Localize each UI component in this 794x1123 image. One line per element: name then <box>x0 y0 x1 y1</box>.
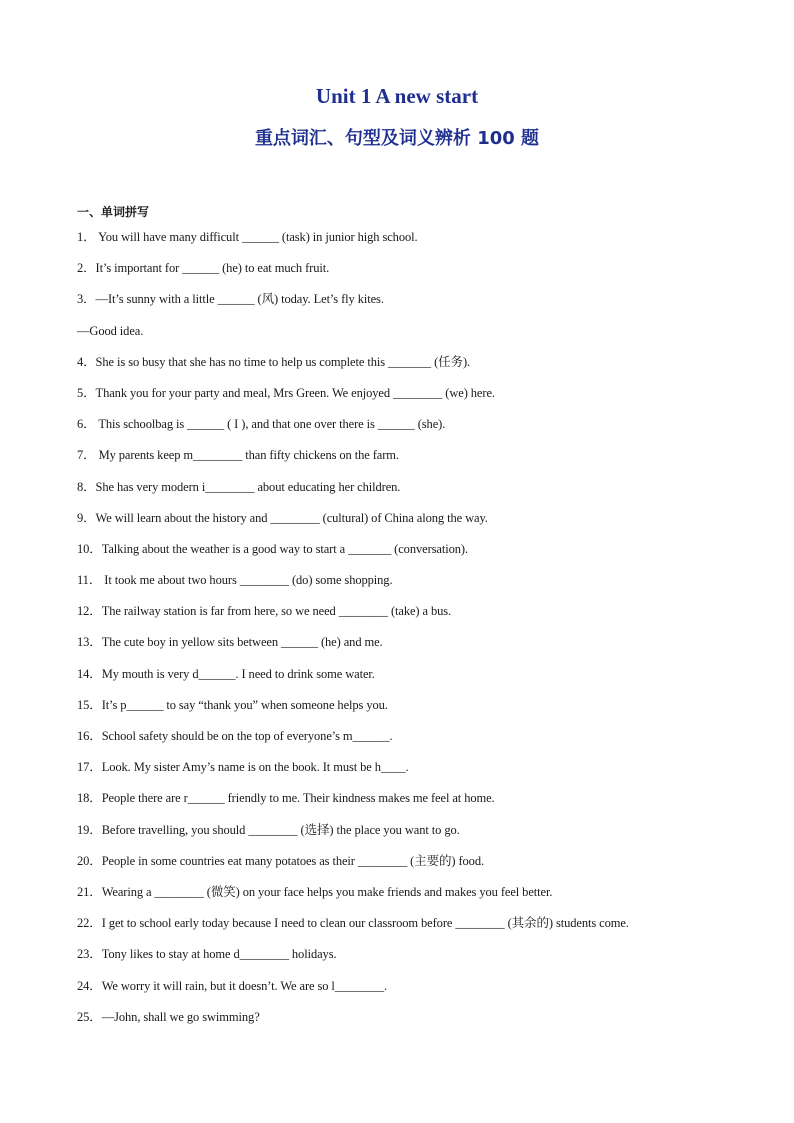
question-item: 15．It’s p______ to say “thank you” when someone helps you. <box>77 697 388 712</box>
question-item: 13．The cute boy in yellow sits between ______ (he) and me. <box>77 635 383 650</box>
question-item: 17．Look. My sister Amy’s name is on the book. It must be h____. <box>77 760 409 775</box>
question-item: 10．Talking about the weather is a good way to start a _______ (conversation). <box>77 541 468 556</box>
question-item: —Good idea. <box>77 323 144 338</box>
question-item: 8．She has very modern i________ about educating her children. <box>77 479 401 494</box>
question-item: 4．She is so busy that she has no time to help us complete this _______ (任务). <box>77 354 471 369</box>
question-item: 2．It’s important for ______ (he) to eat much fruit. <box>77 261 330 276</box>
question-item: 3．—It’s sunny with a little ______ (风) today. Let’s fly kites. <box>77 292 384 307</box>
question-item: 19．Before travelling, you should ________ (选择) the place you want to go. <box>77 822 460 837</box>
question-list <box>77 228 757 1039</box>
question-item: 24．We worry it will rain, but it doesn’t. We are so l________. <box>77 978 388 993</box>
question-item: 16．School safety should be on the top of everyone’s m______. <box>77 729 393 743</box>
question-item: 22．I get to school early today because I need to clean our classroom before ________ (其余的) students come. <box>77 916 629 931</box>
question-item: 21．Wearing a ________ (微笑) on your face helps you make friends and makes you feel better. <box>77 884 553 899</box>
question-item: 1． You will have many difficult ______ (task) in junior high school. <box>77 230 418 244</box>
document-title: Unit 1 A new start <box>315 84 479 108</box>
question-item: 25．—John, shall we go swimming? <box>77 1009 260 1024</box>
question-item: 6． This schoolbag is ______ ( I ), and that one over there is ______ (she). <box>77 417 446 432</box>
section-heading: 一、单词拼写 <box>77 205 150 219</box>
question-item: 20．People in some countries eat many potatoes as their ________ (主要的) food. <box>77 853 485 868</box>
document-subtitle: 重点词汇、句型及词义辨析 100 题 <box>254 128 540 149</box>
question-item: 23．Tony likes to stay at home d________ holidays. <box>77 947 337 962</box>
question-item: 11． It took me about two hours ________ (do) some shopping. <box>77 573 393 588</box>
question-item: 5．Thank you for your party and meal, Mrs Green. We enjoyed ________ (we) here. <box>77 385 495 400</box>
question-item: 9．We will learn about the history and ________ (cultural) of China along the way. <box>77 510 488 525</box>
question-item: 7． My parents keep m________ than fifty chickens on the farm. <box>77 448 399 463</box>
question-item: 14．My mouth is very d______. I need to drink some water. <box>77 666 375 681</box>
question-item: 12．The railway station is far from here, so we need ________ (take) a bus. <box>77 604 452 619</box>
question-item: 18．People there are r______ friendly to me. Their kindness makes me feel at home. <box>77 791 495 806</box>
